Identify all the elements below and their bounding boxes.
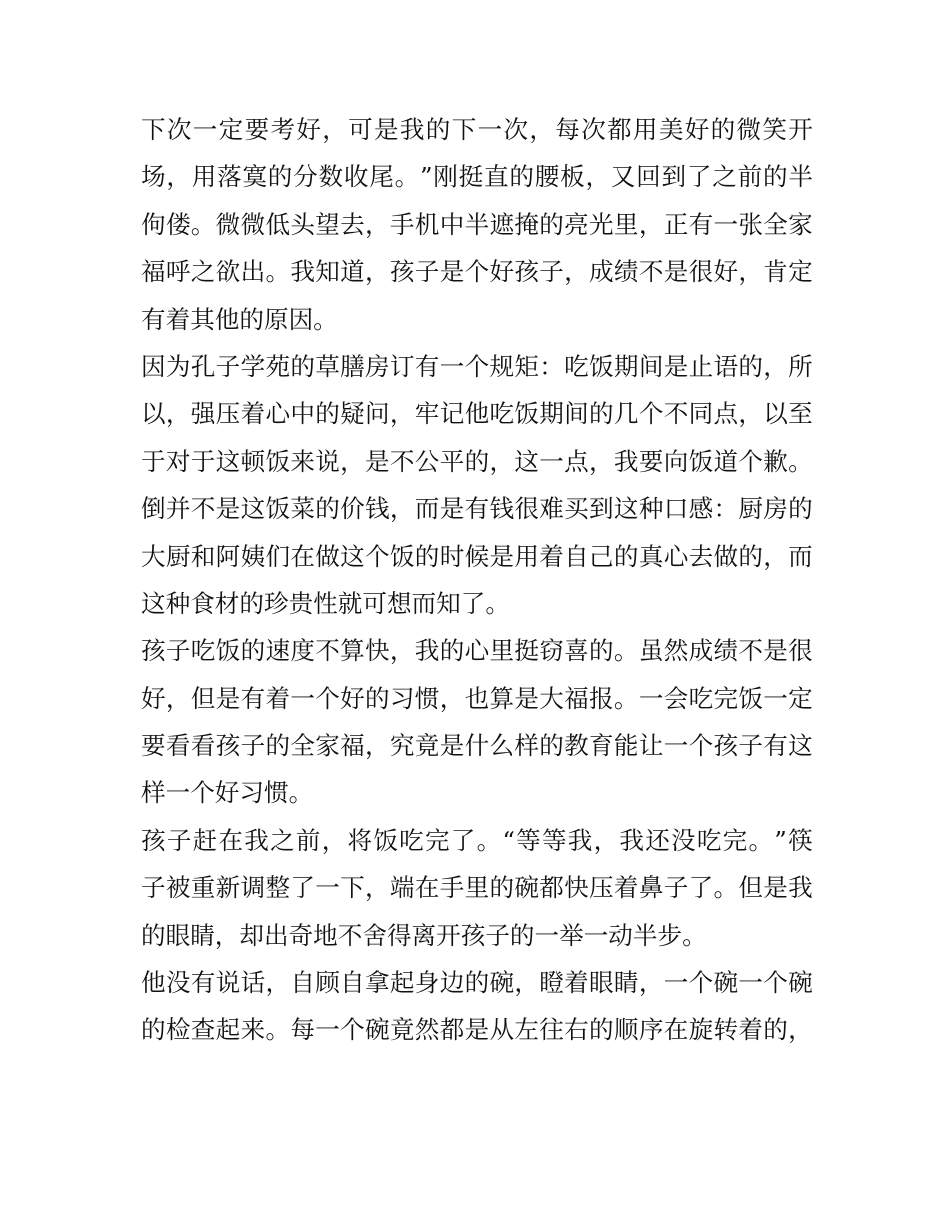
- text-line: 于 对 于 这 顿 饭 来 说 ， 是 不 公 平 的 ， 这 一 点 ， 我 要 向 饭 道 个 歉 。: [141, 446, 813, 476]
- text-line: 因 为 孔 子 学 苑 的 草 膳 房 订 有 一 个 规 矩 ： 吃 饭 期 间 是 止 语 的 ， 所: [141, 351, 813, 381]
- text-line: 以 ， 强 压 着 心 中 的 疑 问 ， 牢 记 他 吃 饭 期 间 的 几 个 不 同 点 ， 以 至: [141, 399, 813, 429]
- text-line: 下 次 一 定 要 考 好 ， 可 是 我 的 下 一 次 ， 每 次 都 用 美 好 的 微 笑 开: [141, 115, 813, 144]
- body-text: [141, 106, 813, 1054]
- text-line: 的眼睛，却出奇地不舍得离开孩子的一举一动半步。: [141, 920, 707, 950]
- text-line: 佝 偻 。 微 微 低 头 望 去 ， 手 机 中 半 遮 掩 的 亮 光 里 ， 正 有 一 张 全 家: [141, 209, 813, 239]
- text-line: 好 ， 但 是 有 着 一 个 好 的 习 惯 ， 也 算 是 大 福 报 。 一 会 吃 完 饭 一 定: [141, 683, 813, 713]
- text-line: 场 ， 用 落 寞 的 分 数 收 尾 。 ” 刚 挺 直 的 腰 板 ， 又 回 到 了 之 前 的 半: [141, 162, 813, 192]
- text-line: 要 看 看 孩 子 的 全 家 福 ， 究 竟 是 什 么 样 的 教 育 能 让 一 个 孩 子 有 这: [141, 731, 813, 761]
- text-line: 倒 并 不 是 这 饭 菜 的 价 钱 ， 而 是 有 钱 很 难 买 到 这 种 口 感 ： 厨 房 的: [141, 494, 813, 524]
- text-line: 大 厨 和 阿 姨 们 在 做 这 个 饭 的 时 候 是 用 着 自 己 的 真 心 去 做 的 ， 而: [141, 541, 813, 571]
- text-line: 孩 子 赶 在 我 之 前 ， 将 饭 吃 完 了 。 “ 等 等 我 ， 我 还 没 吃 完 。 ” 筷: [141, 825, 813, 855]
- text-line: 子 被 重 新 调 整 了 一 下 ， 端 在 手 里 的 碗 都 快 压 着 鼻 子 了 。 但 是 我: [141, 873, 813, 903]
- text-line: 这种食材的珍贵性就可想而知了。: [141, 588, 510, 618]
- text-line: 孩 子 吃 饭 的 速 度 不 算 快 ， 我 的 心 里 挺 窃 喜 的 。 虽 然 成 绩 不 是 很: [141, 636, 813, 666]
- text-line: 福 呼 之 欲 出 。 我 知 道 ， 孩 子 是 个 好 孩 子 ， 成 绩 不 是 很 好 ， 肯 定: [141, 257, 813, 287]
- text-line: 他 没 有 说 话 ， 自 顾 自 拿 起 身 边 的 碗 ， 瞪 着 眼 睛 ， 一 个 碗 一 个 碗: [141, 968, 813, 998]
- text-line: 样一个好习惯。: [141, 778, 314, 808]
- text-line: 有着其他的原因。: [141, 304, 338, 334]
- text-line: 的 检 查 起 来 。 每 一 个 碗 竟 然 都 是 从 左 往 右 的 顺 序 在 旋 转 着 的 ，: [141, 1015, 813, 1045]
